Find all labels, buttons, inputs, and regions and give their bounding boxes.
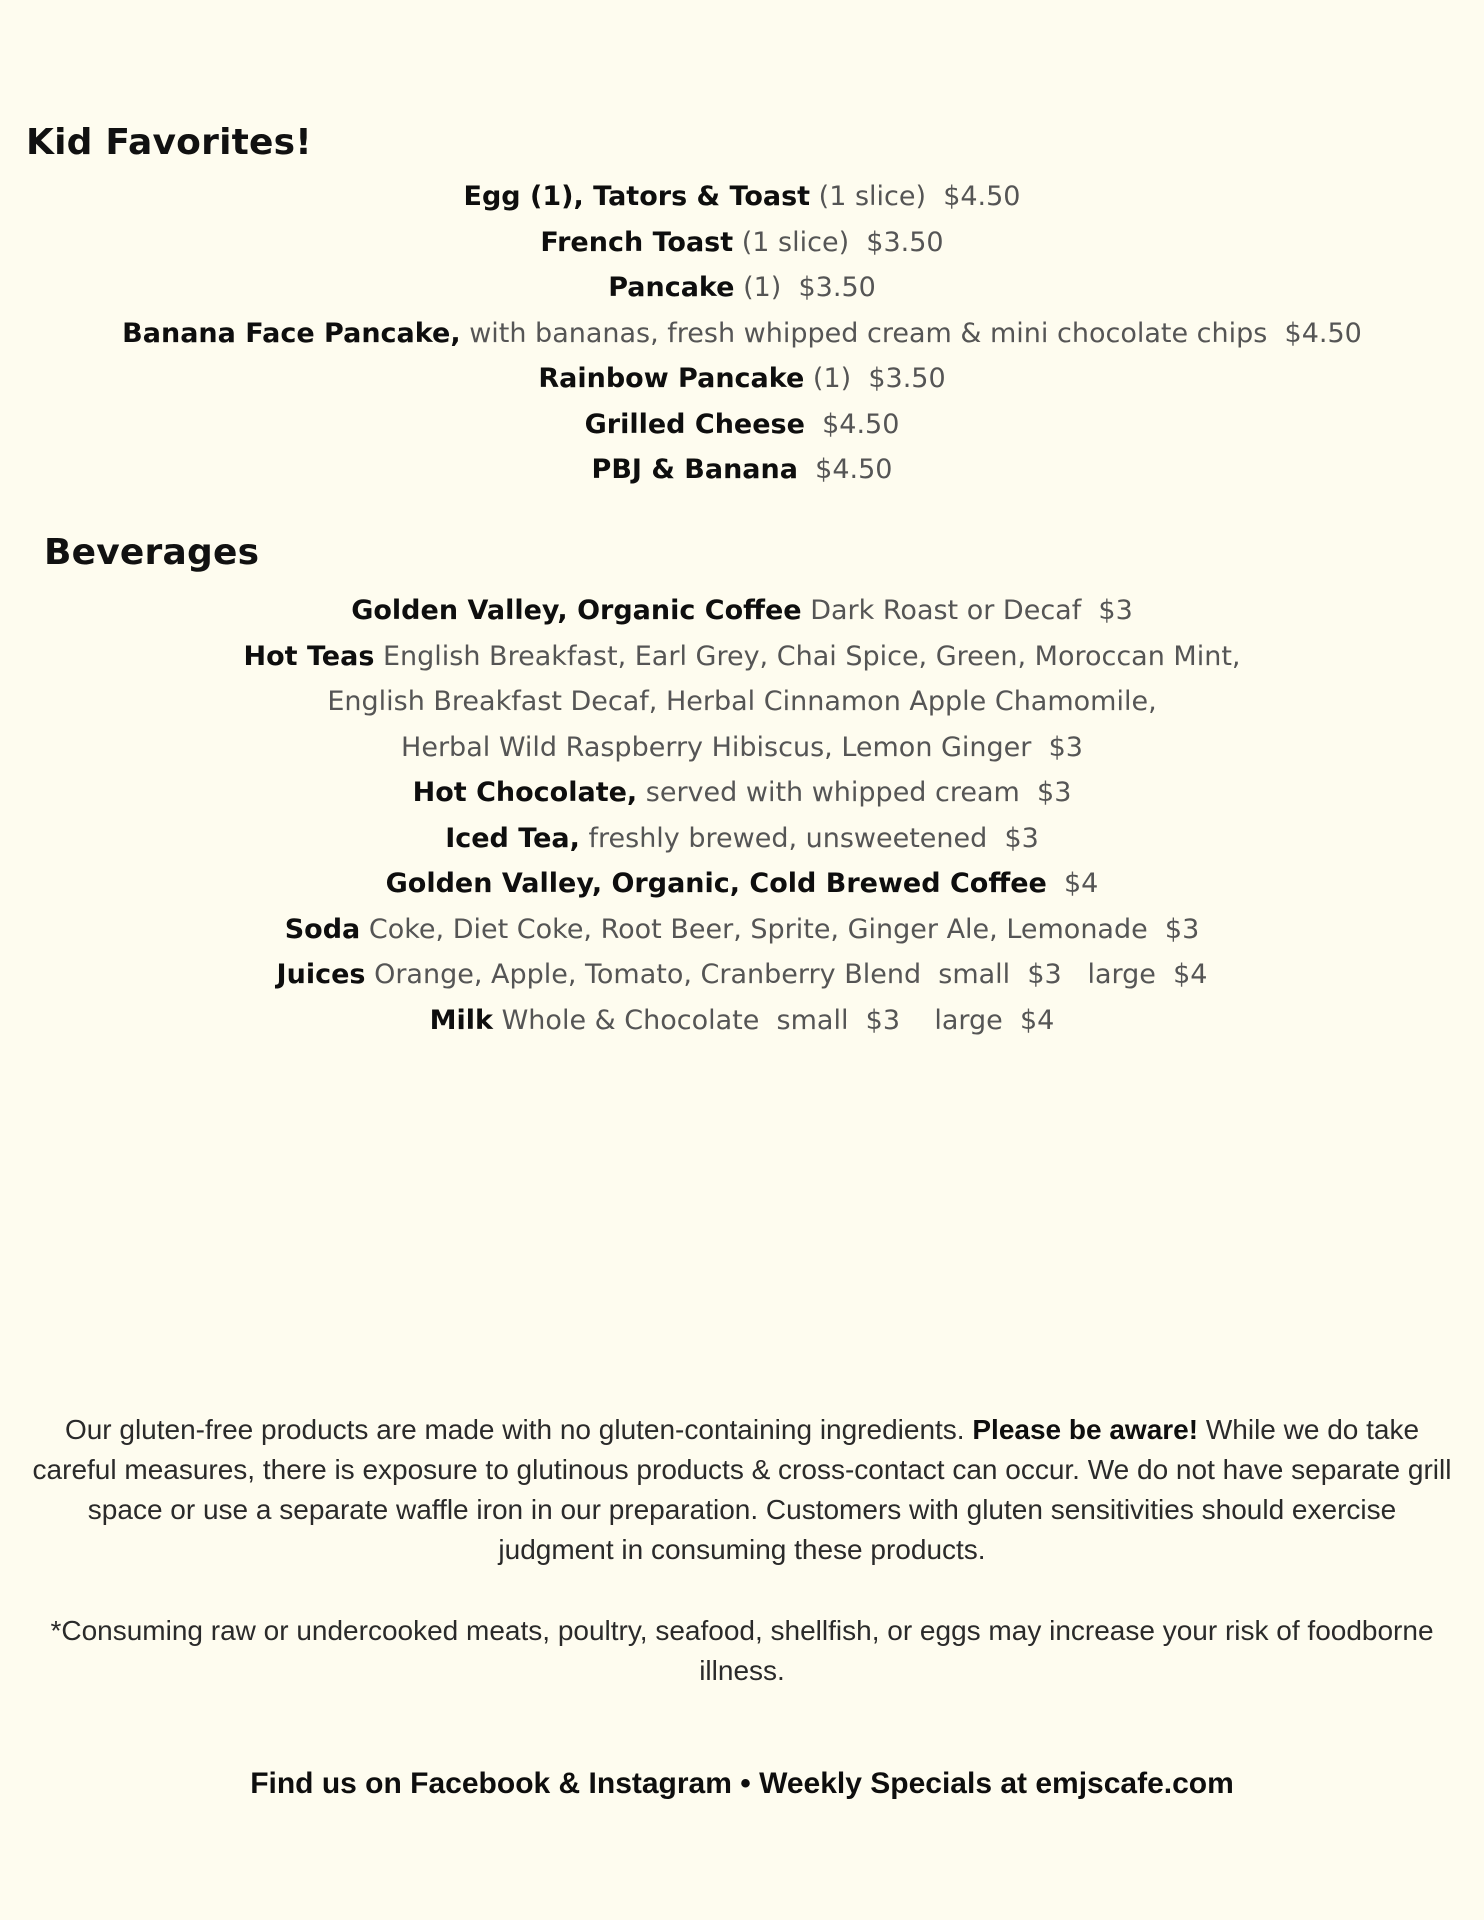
item-price: $3.50 — [868, 363, 946, 394]
item-name: Iced Tea, — [445, 822, 580, 854]
menu-item-iced-tea — [0, 816, 1484, 862]
item-price: $3 — [1048, 731, 1083, 763]
size-label-small: small — [938, 959, 1011, 990]
gluten-notice-body: While we do take careful measures, there is exposure to glutinous products & cross-contact can occur. We do not have separate grill space or use a separate waffle iron in our preparation. Customers with gluten sensitivities should exercise judgment in consuming these products. — [32, 1414, 1452, 1565]
item-desc: freshly brewed, unsweetened — [588, 822, 988, 854]
gluten-notice-intro: Our gluten-free products are made with no gluten-containing ingredients. — [64, 1414, 965, 1445]
kid-favorites-list — [0, 174, 1484, 493]
menu-item-hot-chocolate — [0, 770, 1484, 816]
item-desc: Orange, Apple, Tomato, Cranberry Blend — [374, 959, 922, 990]
item-price: $3 — [1037, 777, 1072, 808]
menu-item-pancake — [0, 265, 1484, 311]
footer-social-links: Find us on Facebook & Instagram • Weekly Specials at emjscafe.com — [250, 1767, 1234, 1800]
item-price: $4.50 — [943, 181, 1021, 212]
item-name: Banana Face Pancake, — [122, 317, 461, 349]
gluten-free-notice — [30, 1410, 1454, 1570]
menu-item-banana-face-pancake — [0, 311, 1484, 357]
item-price-small: $3 — [865, 1004, 900, 1036]
size-label-small: small — [776, 1004, 849, 1036]
menu-item-pbj-banana — [0, 447, 1484, 493]
item-desc: English Breakfast, Earl Grey, Chai Spice, Green, Moroccan Mint, — [382, 640, 1241, 672]
gluten-notice-emphasis: Please be aware! — [972, 1414, 1199, 1445]
item-desc: (1 slice) — [818, 181, 927, 212]
menu-item-hot-teas — [0, 634, 1484, 680]
menu-item-milk — [0, 998, 1484, 1044]
menu-item-rainbow-pancake — [0, 356, 1484, 402]
kid-favorites-title: Kid Favorites! — [26, 122, 312, 163]
menu-item-french-toast — [0, 220, 1484, 266]
menu-item-hot-teas-cont — [0, 725, 1484, 771]
item-price: $3.50 — [866, 226, 944, 258]
item-name: Hot Chocolate, — [412, 777, 638, 808]
item-name: PBJ & Banana — [591, 454, 798, 485]
item-name: Milk — [429, 1004, 494, 1036]
item-price-large: $4 — [1019, 1004, 1055, 1036]
size-label-large: large — [1087, 959, 1156, 990]
item-price: $4.50 — [822, 408, 900, 440]
item-price: $4.50 — [815, 454, 893, 485]
menu-item-soda — [0, 907, 1484, 953]
size-label-large: large — [934, 1004, 1003, 1036]
menu-item-hot-teas-cont — [0, 679, 1484, 725]
item-desc: (1) — [743, 272, 782, 303]
item-desc: with bananas, fresh whipped cream & mini chocolate chips — [469, 317, 1268, 349]
item-price: $3.50 — [798, 272, 876, 303]
menu-item-egg-tators-toast — [0, 174, 1484, 220]
item-name: Grilled Cheese — [584, 408, 805, 440]
item-name: Pancake — [608, 272, 735, 303]
item-price: $3 — [1098, 595, 1133, 626]
item-desc: Herbal Wild Raspberry Hibiscus, Lemon Ginger — [401, 731, 1032, 763]
menu-item-grilled-cheese — [0, 402, 1484, 448]
item-desc: served with whipped cream — [645, 777, 1020, 808]
item-desc: Dark Roast or Decaf — [810, 595, 1082, 626]
item-price: $3 — [1004, 822, 1039, 854]
menu-item-organic-coffee — [0, 588, 1484, 634]
item-name: Rainbow Pancake — [538, 363, 805, 394]
item-price: $4 — [1064, 868, 1099, 899]
item-price: $3 — [1164, 913, 1200, 945]
item-name: Golden Valley, Organic Coffee — [351, 595, 802, 626]
beverages-title: Beverages — [44, 532, 260, 573]
item-price-small: $3 — [1027, 959, 1062, 990]
item-name: Hot Teas — [243, 640, 375, 672]
item-price: $4.50 — [1284, 317, 1362, 349]
item-price-large: $4 — [1173, 959, 1208, 990]
item-name: Soda — [284, 913, 361, 945]
item-name: Golden Valley, Organic, Cold Brewed Coffee — [385, 868, 1047, 899]
item-name: Juices — [276, 959, 366, 990]
item-name: French Toast — [540, 226, 734, 258]
item-desc: Coke, Diet Coke, Root Beer, Sprite, Ginger Ale, Lemonade — [368, 913, 1148, 945]
item-desc: English Breakfast Decaf, Herbal Cinnamon Apple Chamomile, — [327, 686, 1157, 717]
beverages-list — [0, 588, 1484, 1043]
item-desc: (1) — [812, 363, 852, 394]
item-desc: Whole & Chocolate — [501, 1004, 760, 1036]
menu-item-juices — [0, 952, 1484, 998]
item-desc: (1 slice) — [741, 226, 850, 258]
raw-food-warning: *Consuming raw or undercooked meats, poultry, seafood, shellfish, or eggs may increase your risk of foodborne illness. — [50, 1615, 1434, 1686]
item-name: Egg (1), Tators & Toast — [463, 181, 811, 212]
menu-item-cold-brew — [0, 861, 1484, 907]
